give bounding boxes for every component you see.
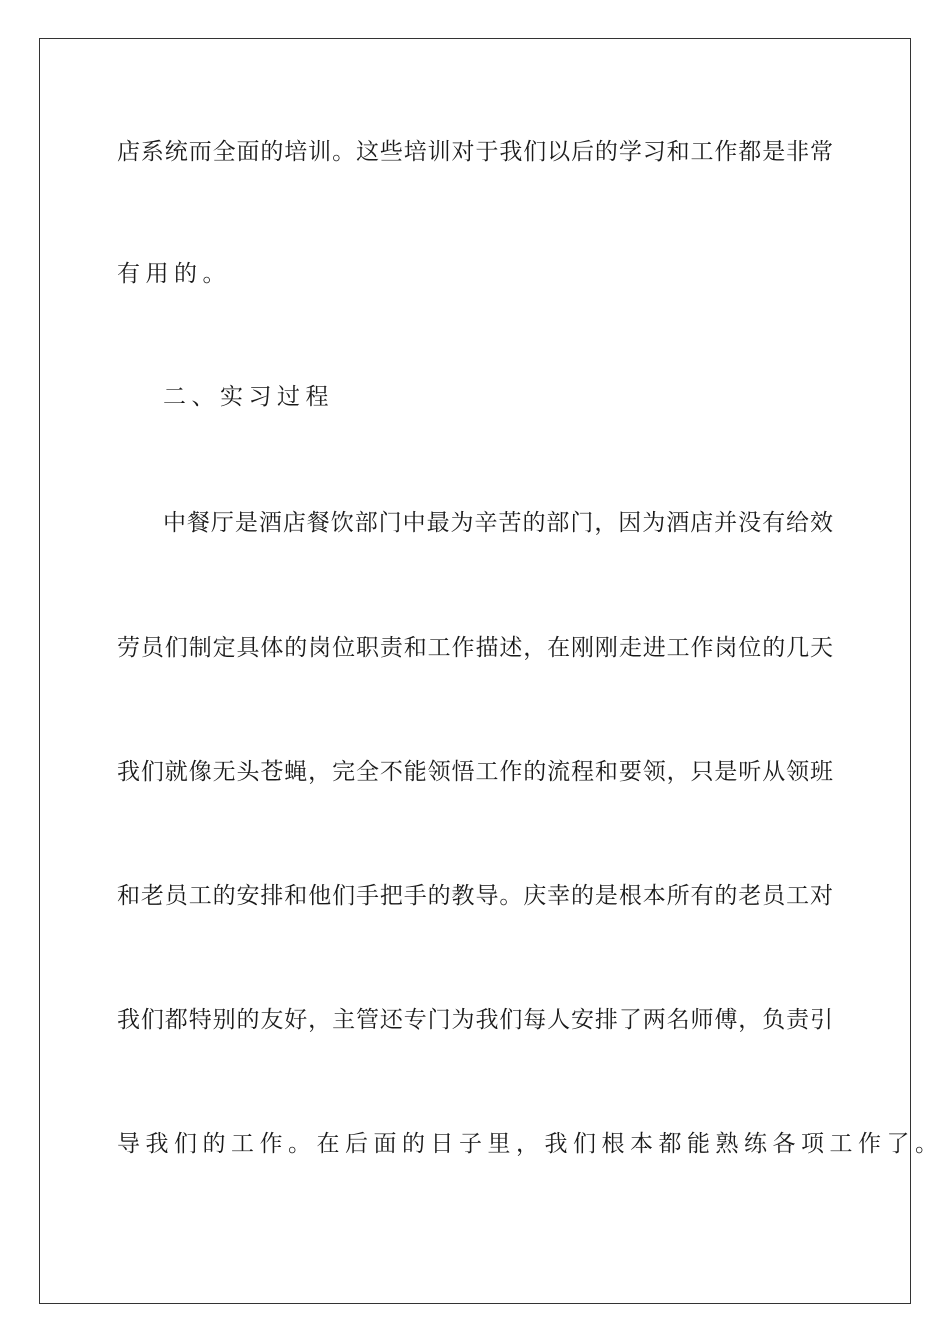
page-frame xyxy=(39,38,944,1304)
paragraph-line-1: 店系统而全面的培训。这些培训对于我们以后的学习和工作都是非常 xyxy=(117,139,833,165)
paragraph-line-4: 劳员们制定具体的岗位职责和工作描述，在刚刚走进工作岗位的几天 xyxy=(117,635,833,661)
section-heading: 二、实习过程 xyxy=(163,384,334,410)
paragraph-line-5: 我们就像无头苍蝇，完全不能领悟工作的流程和要领，只是听从领班 xyxy=(117,759,833,785)
paragraph-line-8: 导我们的工作。在后面的日子里，我们根本都能熟练各项工作了。 xyxy=(117,1131,944,1157)
paragraph-line-7: 我们都特别的友好，主管还专门为我们每人安排了两名师傅，负责引 xyxy=(117,1007,833,1033)
paragraph-line-2: 有用的。 xyxy=(117,261,231,287)
paragraph-line-3: 中餐厅是酒店餐饮部门中最为辛苦的部门，因为酒店并没有给效 xyxy=(163,510,833,536)
paragraph-line-6: 和老员工的安排和他们手把手的教导。庆幸的是根本所有的老员工对 xyxy=(117,883,833,909)
